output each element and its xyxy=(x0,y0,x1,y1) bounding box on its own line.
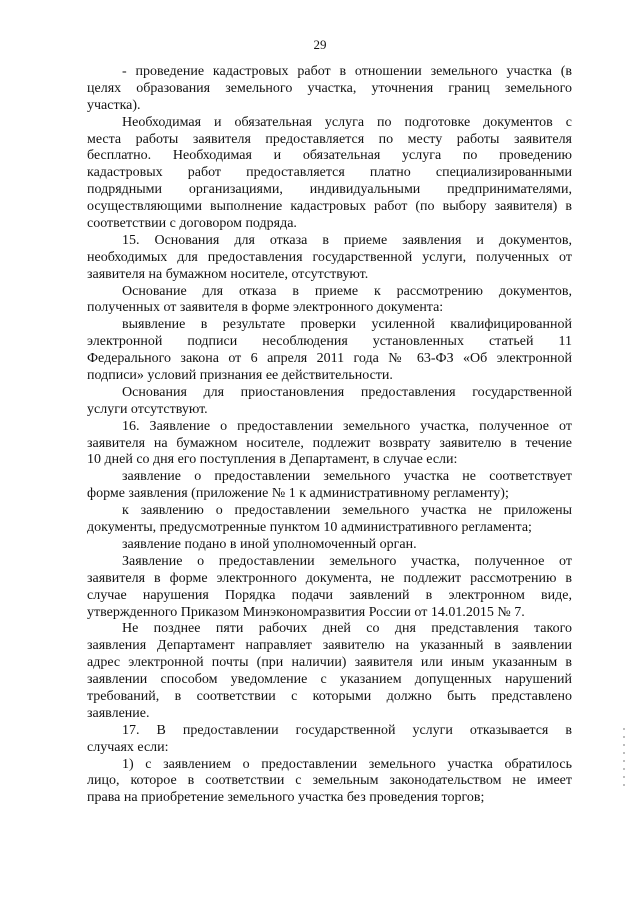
text-line: 15. Основания для отказа в приеме заявления и документов, xyxy=(122,232,572,248)
text-line: кадастровых работ предоставляется платно специализированными xyxy=(87,165,572,181)
text-line: Основание для отказа в приеме к рассмотрению документов, xyxy=(122,283,572,299)
text-line: заявление. xyxy=(87,705,150,721)
text-line: целях образования земельного участка, уточнения границ земельного xyxy=(87,80,572,96)
text-line: заявлении способом уведомление с указанием допущенных нарушений xyxy=(87,672,572,688)
text-line: полученных от заявителя в форме электронного документа: xyxy=(87,300,444,316)
paragraph xyxy=(87,317,572,385)
text-line: необходимых для предоставления государственной услуги, полученных от xyxy=(87,249,572,265)
page-number: 29 xyxy=(313,37,327,52)
text-line: бесплатно. Необходимая и обязательная услуга по проведению xyxy=(87,148,572,164)
paragraph xyxy=(87,419,572,470)
text-line: - проведение кадастровых работ в отношении земельного участка (в xyxy=(122,64,572,79)
text-line: заявления Департамент направляет заявителю на указанный в заявлении xyxy=(87,638,572,654)
scan-margin-marks xyxy=(623,728,626,848)
text-line: электронной подписи несоблюдения установленных статьей 11 xyxy=(87,334,572,350)
text-line: соответствии с договором подряда. xyxy=(87,216,297,232)
text-line: Не позднее пяти рабочих дней со дня представления такого xyxy=(122,621,572,637)
text-line: заявителя на бумажном носителе, подлежит возврату заявителю в течение xyxy=(87,435,572,451)
text-line: участка). xyxy=(87,97,141,113)
paragraph xyxy=(87,503,572,537)
text-line: выявление в результате проверки усиленной квалифицированной xyxy=(122,317,572,333)
text-line: заявителя на бумажном носителе, отсутствуют. xyxy=(87,266,369,282)
text-line: осуществляющими выполнение кадастровых работ (по выбору заявителя) в xyxy=(87,199,572,215)
document-body xyxy=(87,64,572,807)
paragraph xyxy=(87,621,572,722)
paragraph xyxy=(87,385,572,419)
text-line: 1) с заявлением о предоставлении земельного участка обратилось xyxy=(122,756,572,772)
paragraph xyxy=(87,554,572,622)
text-line: Заявление о предоставлении земельного участка, полученное от xyxy=(122,553,572,569)
text-line: 16. Заявление о предоставлении земельного участка, полученное от xyxy=(122,418,572,434)
paragraph xyxy=(87,757,572,808)
paragraph xyxy=(87,233,572,284)
text-line: услуги отсутствуют. xyxy=(87,401,208,417)
paragraph xyxy=(87,115,572,233)
text-line: права на приобретение земельного участка без проведения торгов; xyxy=(87,790,485,806)
text-line: заявление подано в иной уполномоченный орган. xyxy=(122,536,417,552)
text-line: подписи» условий признания ее действительности. xyxy=(87,368,393,384)
text-line: форме заявления (приложение № 1 к административному регламенту); xyxy=(87,486,509,502)
paragraph xyxy=(87,723,572,757)
text-line: 10 дней со дня его поступления в Департамент, в случае если: xyxy=(87,452,458,468)
text-line: места работы заявителя предоставляется по месту работы заявителя xyxy=(87,131,572,147)
text-line: Федерального закона от 6 апреля 2011 года № 63-ФЗ «Об электронной xyxy=(87,351,572,367)
text-line: 17. В предоставлении государственной услуги отказывается в xyxy=(122,722,572,738)
paragraph xyxy=(87,537,572,554)
text-line: Необходимая и обязательная услуга по подготовке документов с xyxy=(122,114,572,130)
text-line: заявление о предоставлении земельного участка не соответствует xyxy=(122,469,572,485)
text-line: адрес электронной почты (при наличии) заявителя или иным указанным в xyxy=(87,655,572,671)
text-line: заявителя в форме электронного документа, не подлежит рассмотрению в xyxy=(87,570,572,586)
text-line: требований, в соответствии с которыми должно быть представлено xyxy=(87,688,572,704)
text-line: лицо, которое в соответствии с земельным законодательством не имеет xyxy=(87,773,572,789)
text-line: подрядными организациями, индивидуальными предпринимателями, xyxy=(87,182,572,198)
text-line: случае нарушения Порядка подачи заявлений в электронном виде, xyxy=(87,587,572,603)
paragraph xyxy=(87,284,572,318)
text-line: документы, предусмотренные пунктом 10 административного регламента; xyxy=(87,520,532,536)
text-line: Основания для приостановления предоставления государственной xyxy=(122,384,572,400)
text-line: утвержденного Приказом Минэкономразвития России от 14.01.2015 № 7. xyxy=(87,604,525,620)
paragraph xyxy=(87,64,572,115)
text-line: к заявлению о предоставлении земельного участка не приложены xyxy=(122,503,572,519)
text-line: случаях если: xyxy=(87,739,169,755)
paragraph xyxy=(87,469,572,503)
